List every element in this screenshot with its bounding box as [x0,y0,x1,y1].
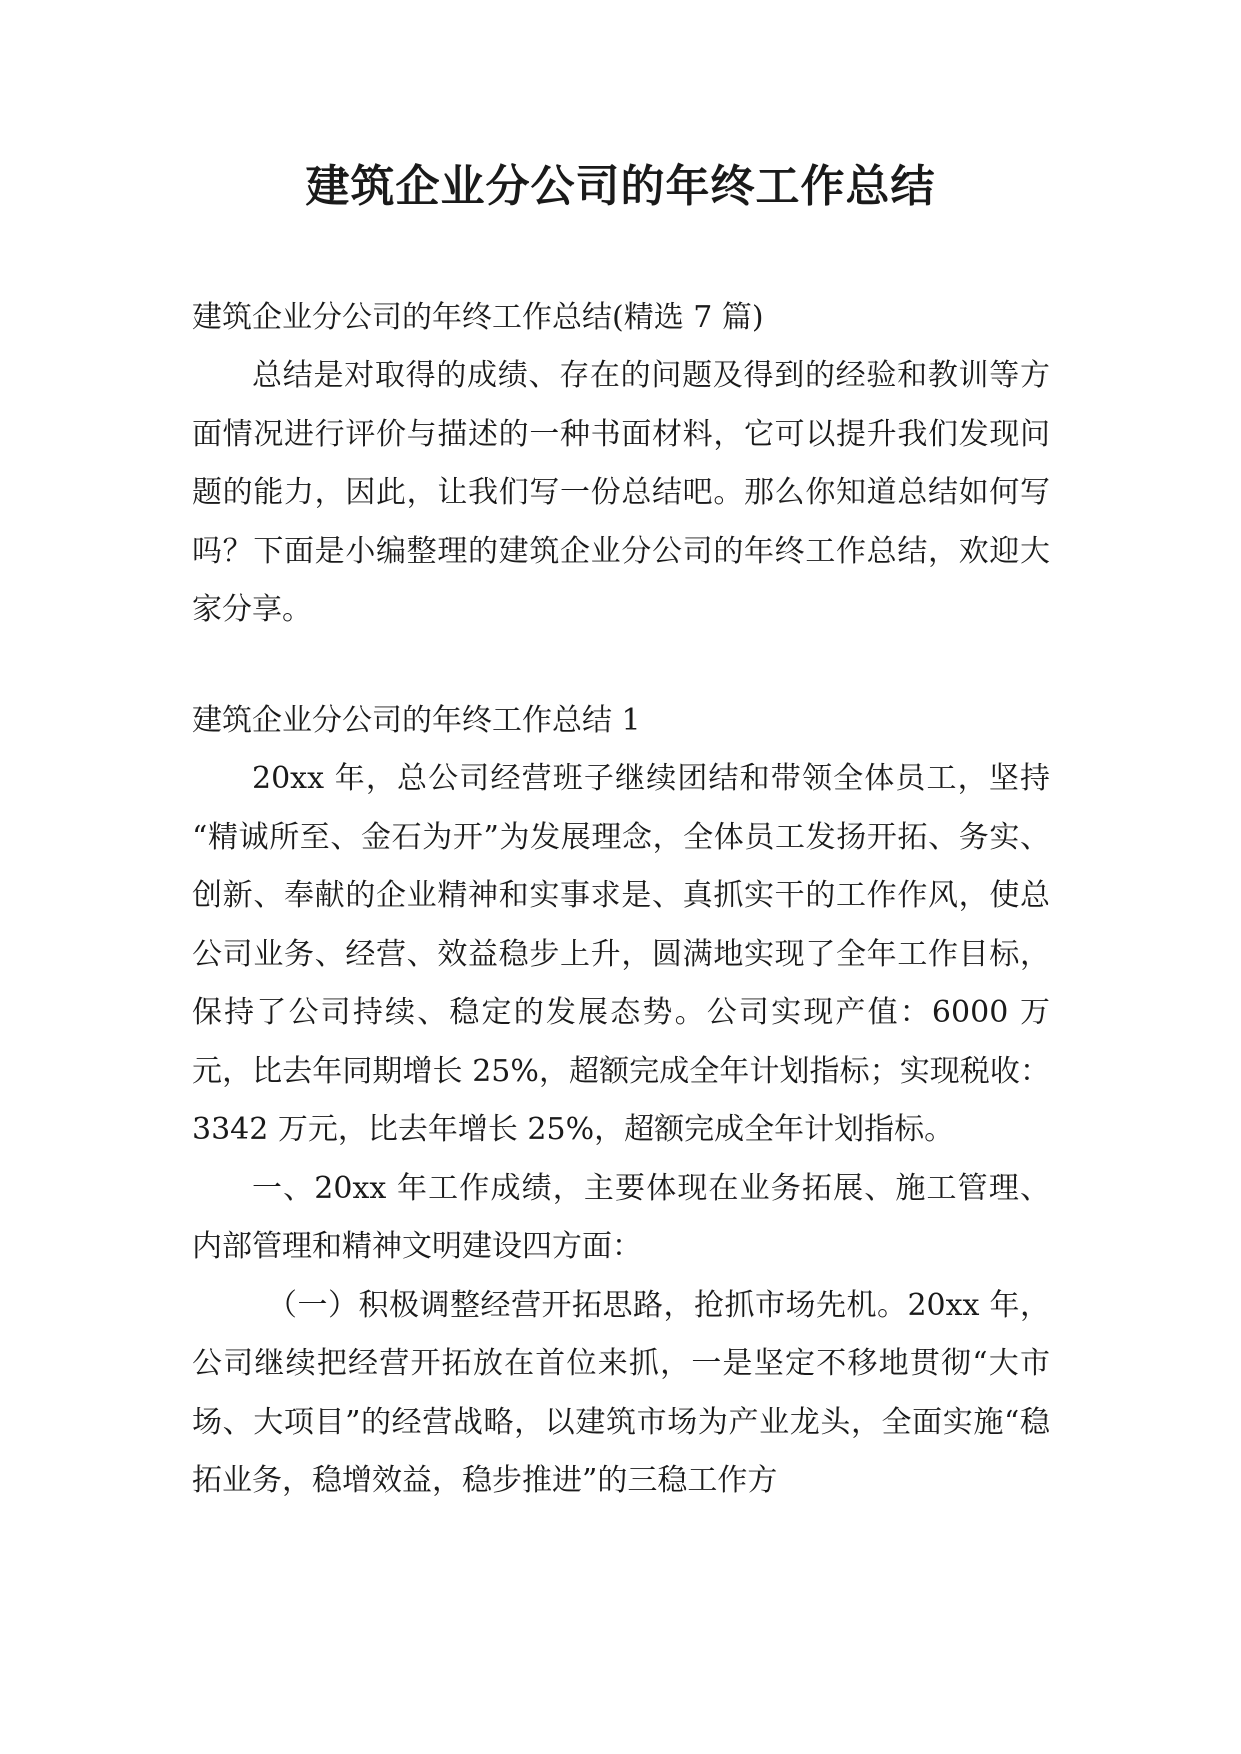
intro-block [192,347,1050,640]
document-subtitle: 建筑企业分公司的年终工作总结(精选 7 篇) [192,300,764,335]
section-1-title: 建筑企业分公司的年终工作总结 1 [192,703,641,738]
body-paragraph: 20xx 年，总公司经营班子继续团结和带领全体员工，坚持 “精诚所至、金石为开”为发展理念，全体员工发扬开拓、务实、创新、奉献的企业精神和实事求是、真抓实干的工作作风，使总公司业务、经营、效益稳步上升，圆满地实现了全年工作目标，保持了公司持续、稳定的发展态势。公司实现产值：6000 万元，比去年同期增长 25%，超额完成全年计划指标；实现税收：3342 万元，比去年增长 25%，超额完成全年计划指标。 [192,761,1050,1147]
intro-paragraph: 总结是对取得的成绩、存在的问题及得到的经验和教训等方面情况进行评价与描述的一种书面材料，它可以提升我们发现问题的能力，因此，让我们写一份总结吧。那么你知道总结如何写吗？下面是小编整理的建筑企业分公司的年终工作总结，欢迎大家分享。 [192,358,1050,627]
body-paragraph: （一）积极调整经营开拓思路，抢抓市场先机。20xx 年，公司继续把经营开拓放在首位来抓，一是坚定不移地贯彻“大市场、大项目”的经营战略，以建筑市场为产业龙头，全面实施“稳拓业务，稳增效益，稳步推进”的三稳工作方 [192,1287,1050,1498]
body-paragraph: 一、20xx 年工作成绩，主要体现在业务拓展、施工管理、内部管理和精神文明建设四方面： [192,1170,1050,1264]
document-subtitle-block [192,289,1050,348]
section-heading-block [192,692,1050,751]
document-title: 建筑企业分公司的年终工作总结 [305,161,936,212]
section-1-body [192,750,1050,1511]
